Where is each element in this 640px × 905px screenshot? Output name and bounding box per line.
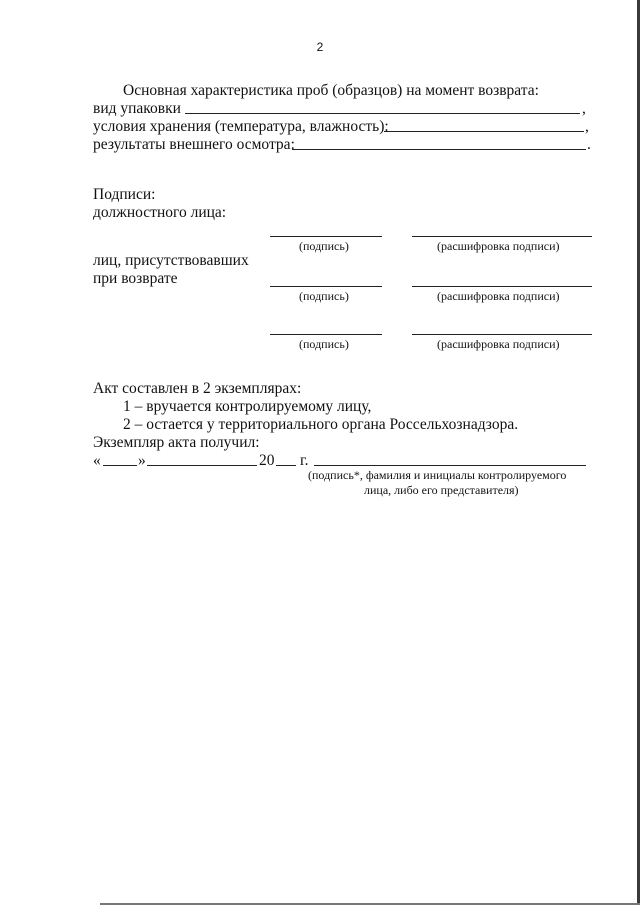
inspection-label: результаты внешнего осмотра: xyxy=(93,136,295,153)
decryption-caption: (расшифровка подписи) xyxy=(437,337,560,351)
date-year-prefix: 20 xyxy=(259,452,275,469)
decryption-caption: (расшифровка подписи) xyxy=(437,289,560,303)
present-signature-line-2[interactable] xyxy=(270,334,382,335)
official-label: должностного лица: xyxy=(93,204,227,221)
receiver-caption-line-1: (подпись*, фамилия и инициалы контролируемого xyxy=(308,468,567,482)
signature-caption: (подпись) xyxy=(299,337,349,351)
official-signature-line[interactable] xyxy=(270,236,382,237)
packaging-label: вид упаковки xyxy=(93,100,181,117)
inspection-field-line[interactable] xyxy=(292,149,586,150)
receiver-caption-line-2: лица, либо его представителя) xyxy=(364,483,519,497)
present-persons-label-1: лиц, присутствовавших xyxy=(93,252,249,269)
characteristics-heading: Основная характеристика проб (образцов) на момент возврата: xyxy=(123,82,539,99)
signatures-heading: Подписи: xyxy=(93,186,156,203)
date-year-line[interactable] xyxy=(276,465,296,466)
packaging-field-end: , xyxy=(582,100,586,117)
page-number: 2 xyxy=(316,40,324,54)
present-persons-label-2: при возврате xyxy=(93,270,178,287)
storage-field-end: , xyxy=(585,118,589,135)
receiver-signature-line[interactable] xyxy=(314,465,586,466)
date-month-line[interactable] xyxy=(147,465,257,466)
present-signature-line-1[interactable] xyxy=(270,286,382,287)
signature-caption: (подпись) xyxy=(299,239,349,253)
decryption-caption: (расшифровка подписи) xyxy=(437,239,560,253)
storage-label: условия хранения (температура, влажность): xyxy=(93,118,389,135)
copies-item-2: 2 – остается у территориального органа Россельхознадзора. xyxy=(123,416,519,433)
copies-heading: Акт составлен в 2 экземплярах: xyxy=(93,380,302,397)
date-open-quote: « xyxy=(93,452,101,469)
inspection-field-end: . xyxy=(587,136,591,153)
official-decryption-line[interactable] xyxy=(412,236,592,237)
date-day-line[interactable] xyxy=(103,465,137,466)
copies-item-1: 1 – вручается контролируемому лицу, xyxy=(123,398,372,415)
signature-caption: (подпись) xyxy=(299,289,349,303)
present-decryption-line-1[interactable] xyxy=(412,286,592,287)
packaging-field-line[interactable] xyxy=(185,113,580,114)
date-year-suffix: г. xyxy=(300,452,309,469)
date-close-quote: » xyxy=(138,452,146,469)
received-label: Экземпляр акта получил: xyxy=(93,434,260,451)
storage-field-line[interactable] xyxy=(384,131,584,132)
present-decryption-line-2[interactable] xyxy=(412,334,592,335)
